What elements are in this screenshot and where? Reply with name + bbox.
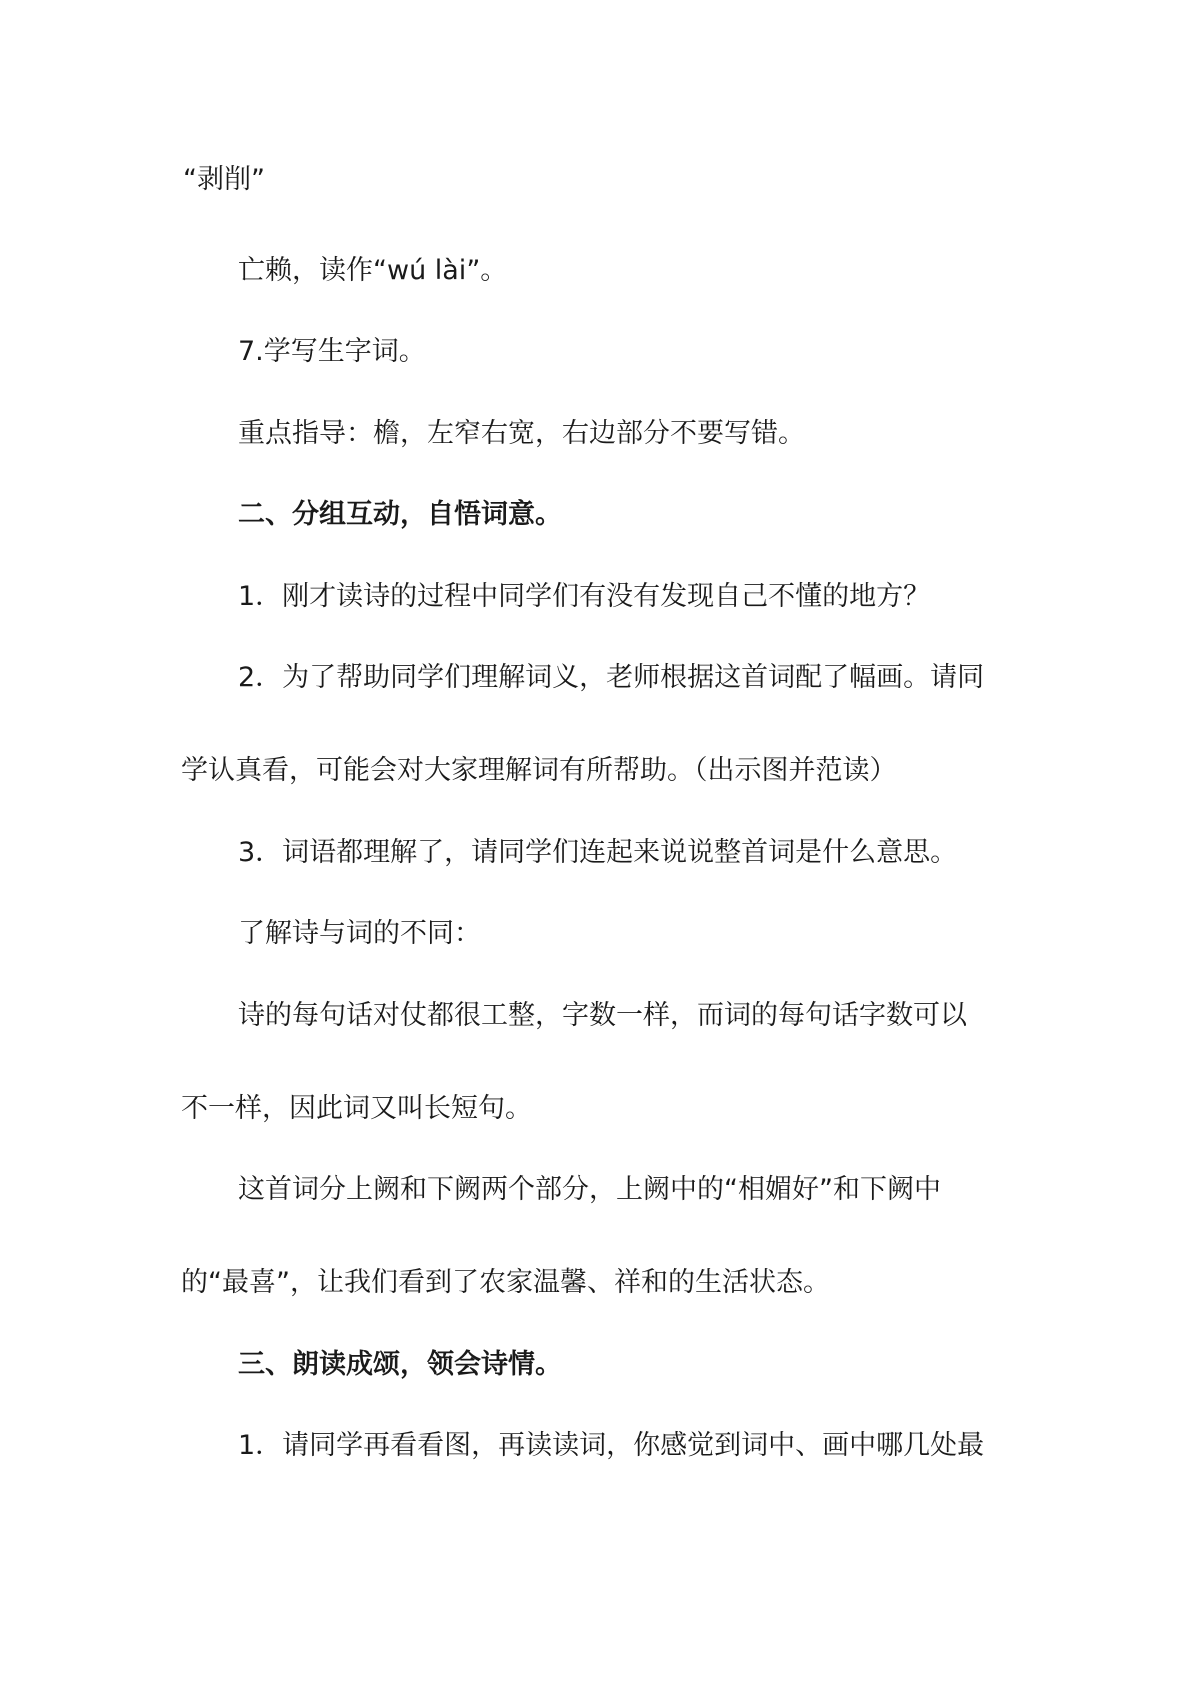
text-line: 1．刚才读诗的过程中同学们有没有发现自己不懂的地方？ <box>238 581 931 612</box>
text-line: 重点指导：檐，左窄右宽，右边部分不要写错。 <box>238 418 805 449</box>
text-line: 诗的每句话对仗都很工整，字数一样，而词的每句话字数可以 <box>238 1000 967 1031</box>
text-line: 7.学写生字词。 <box>238 336 426 367</box>
text-line: 的“最喜”，让我们看到了农家温馨、祥和的生活状态。 <box>181 1267 830 1298</box>
text-line: 这首词分上阙和下阙两个部分，上阙中的“相媚好”和下阙中 <box>238 1174 941 1205</box>
text-line: 了解诗与词的不同： <box>238 918 481 949</box>
text-line: 亡赖，读作“wú lài”。 <box>238 255 508 286</box>
text-line: 学认真看，可能会对大家理解词有所帮助。（出示图并范读） <box>181 755 897 786</box>
text-line: 2．为了帮助同学们理解词义，老师根据这首词配了幅画。请同 <box>238 662 985 693</box>
text-line: “剥削” <box>183 164 265 195</box>
text-line: 3．词语都理解了，请同学们连起来说说整首词是什么意思。 <box>238 837 958 868</box>
section-heading: 二、分组互动，自悟词意。 <box>238 499 562 530</box>
text-line: 1．请同学再看看图，再读读词，你感觉到词中、画中哪几处最 <box>238 1430 985 1461</box>
text-line: 不一样，因此词又叫长短句。 <box>181 1093 532 1124</box>
section-heading: 三、朗读成颂，领会诗情。 <box>238 1349 562 1380</box>
